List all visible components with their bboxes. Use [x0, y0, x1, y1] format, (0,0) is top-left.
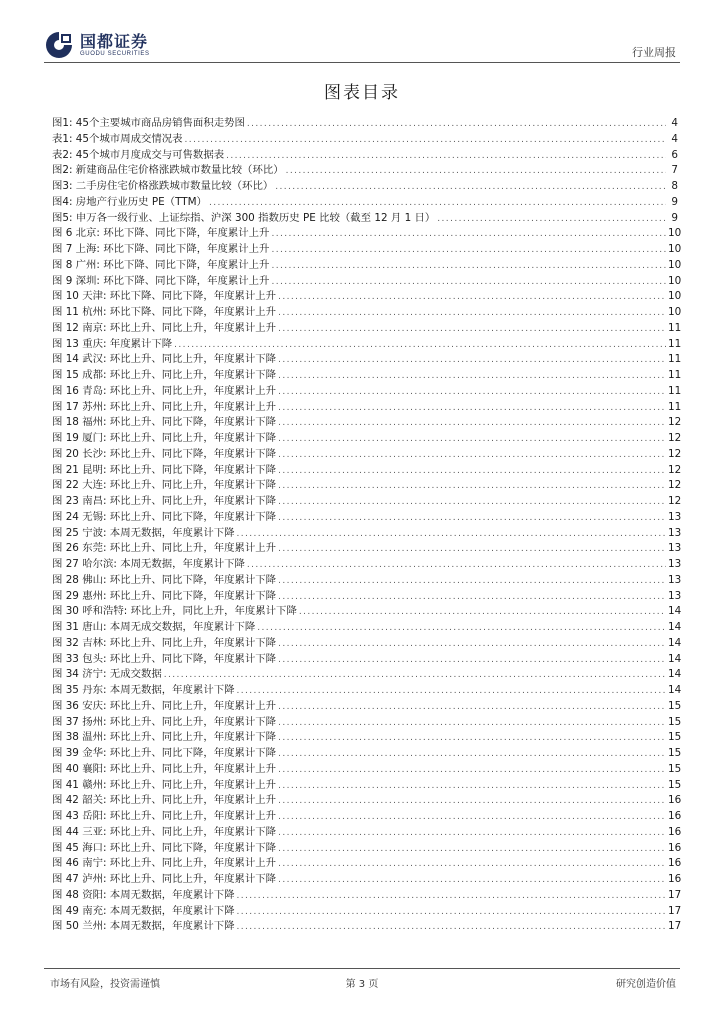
- toc-dot-leader: [275, 180, 666, 196]
- toc-entry-page: 12: [668, 495, 682, 507]
- toc-entry-page: 8: [671, 180, 678, 192]
- toc-entry[interactable]: [52, 888, 682, 904]
- toc-entry[interactable]: [52, 163, 678, 179]
- toc-entry-title: 图 27 哈尔滨: 本周无数据，年度累计下降: [52, 558, 245, 570]
- toc-dot-leader: [278, 763, 666, 779]
- toc-entry-title: 图 43 岳阳: 环比上升、同比上升，年度累计上升: [52, 810, 277, 822]
- toc-dot-leader: [237, 889, 667, 905]
- toc-entry-title: 图 21 昆明: 环比上升、同比下降，年度累计下降: [52, 463, 277, 476]
- toc-entry-title: 图 13 重庆: 年度累计下降: [52, 337, 173, 350]
- toc-entry[interactable]: [52, 305, 682, 321]
- toc-entry[interactable]: [52, 258, 682, 274]
- toc-entry-title: 图 39 金华: 环比上升、同比下降，年度累计下降: [52, 747, 277, 759]
- toc-entry-page: 14: [668, 684, 682, 696]
- toc-entry[interactable]: [52, 226, 682, 242]
- company-logo: [44, 30, 150, 60]
- logo-chinese-name: 国都证券: [80, 31, 149, 51]
- toc-entry-title: 图3: 二手房住宅价格涨跌城市数量比较（环比）: [52, 180, 274, 192]
- toc-entry[interactable]: [52, 352, 682, 368]
- toc-entry-page: 16: [668, 825, 682, 838]
- toc-dot-leader: [271, 275, 666, 291]
- toc-entry-title: 图 38 温州: 环比上升、同比上升，年度累计下降: [52, 731, 277, 744]
- toc-entry[interactable]: [52, 573, 682, 589]
- toc-entry-title: 图 29 惠州: 环比上升、同比下降，年度累计下降: [52, 589, 277, 602]
- toc-entry-title: 图 7 上海: 环比下降、同比下降，年度累计上升: [52, 243, 270, 255]
- toc-entry-page: 11: [668, 400, 682, 413]
- toc-entry[interactable]: [52, 400, 682, 416]
- toc-entry-title: 图 23 南昌: 环比上升、同比上升，年度累计下降: [52, 495, 277, 507]
- toc-dot-leader: [278, 290, 666, 306]
- toc-entry-page: 15: [668, 715, 682, 728]
- toc-dot-leader: [237, 905, 667, 921]
- toc-entry-page: 12: [668, 463, 682, 476]
- toc-entry-title: 表1: 45个城市周成交情况表: [52, 132, 183, 145]
- toc-entry[interactable]: [52, 242, 682, 258]
- toc-entry[interactable]: [52, 541, 682, 557]
- toc-dot-leader: [271, 243, 666, 259]
- toc-entry[interactable]: [52, 431, 682, 447]
- toc-dot-leader: [271, 259, 666, 275]
- toc-entry[interactable]: [52, 447, 682, 463]
- toc-entry-page: 16: [668, 810, 682, 822]
- toc-dot-leader: [278, 385, 666, 401]
- toc-entry-page: 11: [668, 353, 682, 366]
- toc-entry[interactable]: [52, 904, 682, 920]
- toc-entry-page: 12: [668, 416, 682, 429]
- toc-entry[interactable]: [52, 667, 682, 683]
- toc-dot-leader: [278, 574, 666, 590]
- toc-entry-title: 图 15 成都: 环比上升、同比上升，年度累计下降: [52, 369, 277, 381]
- toc-entry-title: 图5: 申万各一级行业、上证综指、沪深 300 指数历史 PE 比较（截至 12 月 1 日）: [52, 211, 436, 224]
- toc-entry-title: 图 11 杭州: 环比下降、同比下降，年度累计上升: [52, 306, 277, 318]
- toc-entry-page: 14: [668, 636, 682, 649]
- toc-entry[interactable]: [52, 463, 682, 479]
- toc-entry-page: 14: [668, 668, 682, 681]
- toc-dot-leader: [271, 227, 666, 243]
- toc-entry-page: 15: [668, 778, 682, 791]
- toc-entry-title: 图 17 苏州: 环比上升、同比上升，年度累计上升: [52, 400, 277, 413]
- footer-divider: [44, 968, 680, 969]
- toc-entry[interactable]: [52, 384, 682, 400]
- logo-english-name: GUODU SECURITIES: [80, 50, 150, 57]
- toc-entry-page: 4: [671, 132, 678, 145]
- toc-entry-title: 图 47 泸州: 环比上升、同比上升，年度累计下降: [52, 873, 277, 885]
- toc-entry-page: 10: [668, 306, 682, 318]
- toc-entry[interactable]: [52, 368, 682, 384]
- toc-entry[interactable]: [52, 148, 678, 164]
- toc-entry[interactable]: [52, 746, 682, 762]
- toc-entry-title: 图 26 东莞: 环比上升、同比上升，年度累计上升: [52, 542, 277, 555]
- toc-dot-leader: [278, 590, 666, 606]
- toc-entry[interactable]: [52, 652, 682, 668]
- toc-entry[interactable]: [52, 778, 682, 794]
- toc-dot-leader: [247, 558, 666, 574]
- toc-entry[interactable]: [52, 274, 682, 290]
- toc-entry-page: 13: [668, 573, 682, 586]
- toc-dot-leader: [278, 495, 666, 511]
- toc-dot-leader: [278, 716, 666, 732]
- toc-entry[interactable]: [52, 919, 682, 935]
- toc-entry-title: 图 19 厦门: 环比上升、同比上升，年度累计下降: [52, 432, 277, 444]
- toc-entry-page: 17: [668, 888, 682, 901]
- toc-entry-title: 图 12 南京: 环比上升、同比上升，年度累计上升: [52, 321, 277, 334]
- toc-dot-leader: [278, 416, 666, 432]
- toc-entry[interactable]: [52, 557, 682, 573]
- toc-dot-leader: [278, 794, 666, 810]
- toc-entry-page: 10: [668, 274, 682, 287]
- toc-entry-page: 16: [668, 857, 682, 870]
- toc-entry-page: 13: [668, 510, 682, 523]
- page-footer: [44, 975, 680, 991]
- company-slogan: 研究创造价值: [616, 979, 676, 990]
- toc-dot-leader: [174, 338, 666, 354]
- page-title: 图表目录: [324, 83, 400, 103]
- toc-entry-title: 图 44 三亚: 环比上升、同比上升，年度累计下降: [52, 825, 277, 838]
- toc-dot-leader: [278, 826, 666, 842]
- toc-entry-title: 图 45 海口: 环比上升、同比下降，年度累计下降: [52, 841, 277, 854]
- page-header: [44, 30, 680, 62]
- toc-entry-title: 图 8 广州: 环比下降、同比下降，年度累计上升: [52, 258, 270, 271]
- toc-entry-page: 10: [668, 258, 682, 271]
- toc-entry[interactable]: [52, 620, 682, 636]
- toc-dot-leader: [278, 511, 666, 527]
- toc-entry-page: 14: [668, 652, 682, 665]
- toc-entry-title: 图 46 南宁: 环比上升、同比上升，年度累计上升: [52, 857, 277, 870]
- toc-entry-page: 11: [668, 337, 682, 350]
- toc-dot-leader: [278, 542, 666, 558]
- toc-dot-leader: [278, 448, 666, 464]
- toc-dot-leader: [278, 369, 666, 385]
- table-of-figures: [52, 116, 682, 935]
- toc-entry[interactable]: [52, 636, 682, 652]
- toc-entry-title: 图 50 兰州: 本周无数据，年度累计下降: [52, 920, 235, 933]
- toc-entry-title: 图 37 扬州: 环比上升、同比上升，年度累计下降: [52, 715, 277, 728]
- toc-entry-title: 图 31 唐山: 本周无成交数据，年度累计下降: [52, 621, 256, 633]
- toc-entry-title: 图 49 南充: 本周无数据，年度累计下降: [52, 904, 235, 917]
- toc-entry[interactable]: [52, 715, 682, 731]
- toc-entry[interactable]: [52, 415, 682, 431]
- toc-entry-page: 13: [668, 542, 682, 555]
- toc-entry-page: 15: [668, 747, 682, 759]
- toc-entry-page: 9: [671, 195, 678, 208]
- toc-dot-leader: [278, 779, 666, 795]
- toc-entry-page: 15: [668, 762, 682, 775]
- toc-dot-leader: [237, 527, 667, 543]
- toc-entry[interactable]: [52, 604, 682, 620]
- toc-entry[interactable]: [52, 762, 682, 778]
- toc-entry-page: 12: [668, 447, 682, 460]
- toc-entry-title: 图 41 赣州: 环比上升、同比上升，年度累计上升: [52, 778, 277, 791]
- toc-entry-title: 图 40 襄阳: 环比上升、同比上升，年度累计上升: [52, 762, 277, 775]
- toc-entry[interactable]: [52, 179, 678, 195]
- toc-entry[interactable]: [52, 337, 682, 353]
- toc-entry-title: 图 33 包头: 环比上升、同比下降，年度累计下降: [52, 652, 277, 665]
- toc-entry[interactable]: [52, 683, 682, 699]
- toc-dot-leader: [278, 857, 666, 873]
- toc-entry[interactable]: [52, 195, 678, 211]
- toc-entry-page: 6: [671, 148, 678, 161]
- toc-dot-leader: [278, 653, 666, 669]
- toc-dot-leader: [278, 353, 666, 369]
- toc-dot-leader: [278, 637, 666, 653]
- toc-entry-page: 16: [668, 873, 682, 885]
- toc-entry-title: 表2: 45个城市月度成交与可售数据表: [52, 148, 225, 161]
- toc-entry-page: 11: [668, 384, 682, 397]
- toc-entry-page: 7: [671, 164, 678, 177]
- toc-dot-leader: [299, 605, 666, 621]
- toc-entry-title: 图 42 韶关: 环比上升、同比上升，年度累计上升: [52, 794, 277, 807]
- toc-entry-page: 13: [668, 589, 682, 602]
- toc-entry-page: 13: [668, 558, 682, 570]
- toc-entry-page: 15: [668, 731, 682, 744]
- toc-dot-leader: [278, 322, 666, 338]
- toc-entry-title: 图 9 深圳: 环比下降、同比下降，年度累计上升: [52, 274, 270, 287]
- toc-dot-leader: [286, 164, 666, 180]
- toc-dot-leader: [278, 731, 666, 747]
- toc-entry-page: 14: [668, 605, 682, 618]
- toc-entry[interactable]: [52, 699, 682, 715]
- toc-dot-leader: [278, 810, 666, 826]
- toc-entry-title: 图 24 无锡: 环比上升、同比下降，年度累计下降: [52, 510, 277, 523]
- toc-entry-title: 图 36 安庆: 环比上升、同比上升，年度累计上升: [52, 699, 277, 712]
- toc-dot-leader: [278, 700, 666, 716]
- toc-dot-leader: [278, 873, 666, 889]
- toc-dot-leader: [278, 306, 666, 322]
- toc-dot-leader: [278, 747, 666, 763]
- toc-dot-leader: [209, 196, 666, 212]
- toc-entry-page: 9: [671, 211, 678, 224]
- toc-dot-leader: [237, 920, 667, 936]
- toc-entry-page: 11: [668, 321, 682, 334]
- toc-entry-page: 15: [668, 699, 682, 712]
- toc-dot-leader: [278, 842, 666, 858]
- toc-entry[interactable]: [52, 809, 682, 825]
- risk-disclaimer: 市场有风险，投资需谨慎: [50, 979, 160, 990]
- toc-entry[interactable]: [52, 116, 678, 132]
- toc-dot-leader: [278, 479, 666, 495]
- toc-dot-leader: [164, 668, 666, 684]
- toc-dot-leader: [437, 212, 666, 228]
- toc-entry-title: 图 10 天津: 环比下降、同比下降，年度累计上升: [52, 290, 277, 303]
- toc-entry-page: 12: [668, 432, 682, 444]
- toc-entry-page: 10: [668, 227, 682, 240]
- toc-dot-leader: [278, 432, 666, 448]
- toc-entry-title: 图 48 资阳: 本周无数据，年度累计下降: [52, 888, 235, 901]
- toc-dot-leader: [237, 684, 667, 700]
- toc-entry[interactable]: [52, 510, 682, 526]
- toc-entry[interactable]: [52, 872, 682, 888]
- toc-entry-title: 图 16 青岛: 环比上升、同比上升，年度累计上升: [52, 384, 277, 397]
- toc-entry[interactable]: [52, 730, 682, 746]
- header-divider: [44, 62, 680, 63]
- toc-entry-title: 图2: 新建商品住宅价格涨跌城市数量比较（环比）: [52, 164, 284, 177]
- toc-entry-title: 图 25 宁波: 本周无数据，年度累计下降: [52, 526, 235, 539]
- toc-dot-leader: [226, 149, 666, 165]
- toc-entry-title: 图 28 佛山: 环比上升、同比下降，年度累计下降: [52, 573, 277, 586]
- toc-entry[interactable]: [52, 494, 682, 510]
- toc-entry[interactable]: [52, 856, 682, 872]
- toc-entry-title: 图1: 45个主要城市商品房销售面积走势图: [52, 117, 245, 129]
- toc-entry-title: 图 32 吉林: 环比上升、同比上升，年度累计下降: [52, 636, 277, 649]
- toc-entry-page: 12: [668, 479, 682, 492]
- report-type-label: 行业周报: [632, 46, 676, 59]
- toc-dot-leader: [278, 401, 666, 417]
- toc-entry-page: 11: [668, 369, 682, 381]
- toc-entry-page: 10: [668, 243, 682, 255]
- toc-entry[interactable]: [52, 825, 682, 841]
- toc-entry[interactable]: [52, 841, 682, 857]
- toc-dot-leader: [257, 621, 666, 637]
- toc-entry-title: 图 20 长沙: 环比上升、同比下降，年度累计下降: [52, 447, 277, 460]
- toc-entry[interactable]: [52, 526, 682, 542]
- toc-entry-page: 17: [668, 920, 682, 933]
- toc-dot-leader: [247, 117, 666, 133]
- toc-entry[interactable]: [52, 589, 682, 605]
- toc-dot-leader: [278, 464, 666, 480]
- toc-entry[interactable]: [52, 211, 678, 227]
- toc-entry[interactable]: [52, 132, 678, 148]
- toc-entry-page: 10: [668, 290, 682, 303]
- toc-entry-page: 4: [671, 117, 678, 129]
- toc-entry[interactable]: [52, 289, 682, 305]
- toc-entry-title: 图 35 丹东: 本周无数据，年度累计下降: [52, 684, 235, 696]
- toc-entry-title: 图 22 大连: 环比上升、同比上升，年度累计下降: [52, 479, 277, 492]
- toc-entry-title: 图 14 武汉: 环比上升、同比上升，年度累计下降: [52, 353, 277, 366]
- page-number: 第 3 页: [345, 979, 379, 990]
- toc-entry-title: 图4: 房地产行业历史 PE（TTM）: [52, 195, 207, 208]
- toc-entry-page: 13: [668, 526, 682, 539]
- toc-entry-page: 16: [668, 794, 682, 807]
- logo-mark-icon: [44, 30, 74, 60]
- toc-entry-page: 14: [668, 621, 682, 633]
- toc-dot-leader: [185, 133, 666, 149]
- toc-entry-title: 图 30 呼和浩特: 环比上升，同比上升，年度累计下降: [52, 605, 297, 618]
- toc-entry[interactable]: [52, 321, 682, 337]
- toc-entry-page: 17: [668, 904, 682, 917]
- toc-entry-page: 16: [668, 841, 682, 854]
- toc-entry[interactable]: [52, 793, 682, 809]
- toc-entry-title: 图 34 济宁: 无成交数据: [52, 668, 162, 681]
- toc-entry[interactable]: [52, 478, 682, 494]
- toc-entry-title: 图 6 北京: 环比下降、同比下降，年度累计上升: [52, 227, 270, 240]
- toc-entry-title: 图 18 福州: 环比上升、同比下降，年度累计下降: [52, 416, 277, 429]
